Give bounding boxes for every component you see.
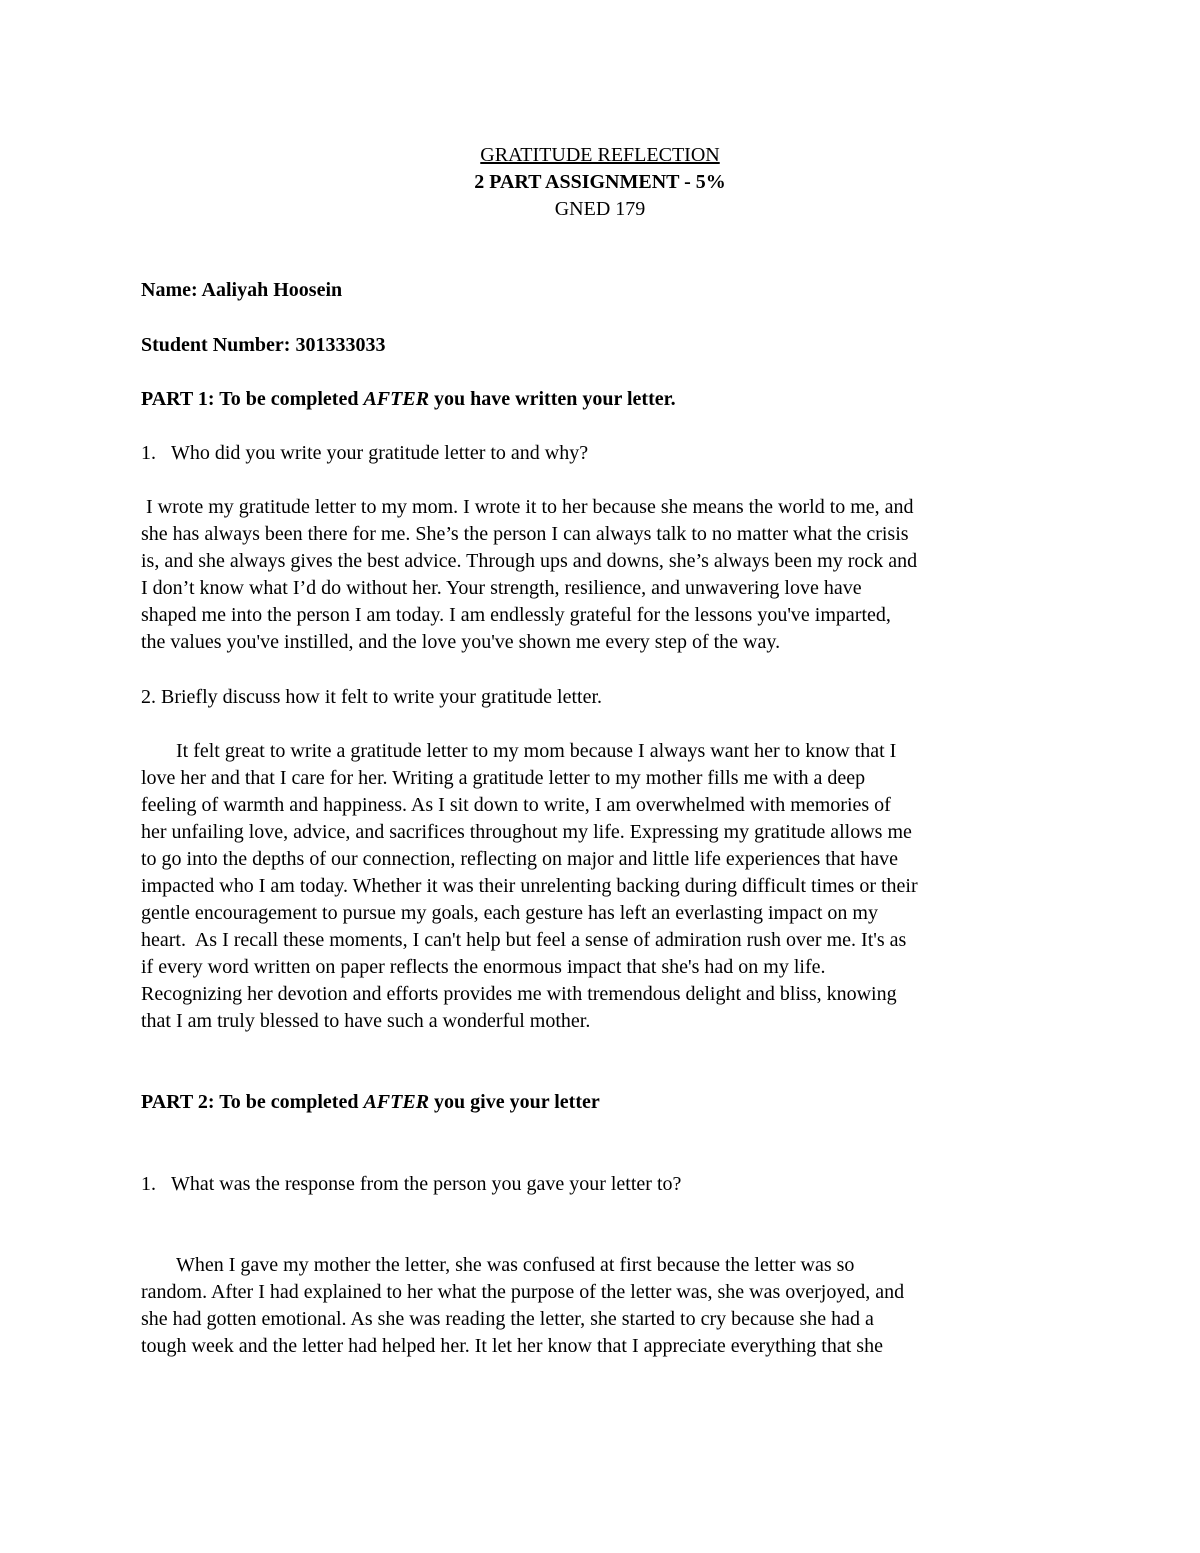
answer-line: is, and she always gives the best advice. Through ups and downs, she’s always been my rock and — [141, 550, 918, 572]
document-title: GRATITUDE REFLECTION — [480, 144, 720, 166]
assignment-subtitle: 2 PART ASSIGNMENT - 5% — [474, 171, 726, 193]
answer-line: I wrote my gratitude letter to my mom. I wrote it to her because she means the world to me, and — [141, 496, 914, 518]
answer-line: feeling of warmth and happiness. As I sit down to write, I am overwhelmed with memories of — [141, 794, 891, 816]
part2-heading-end: you give your letter — [429, 1091, 600, 1113]
part1-answer-1 — [141, 494, 1081, 656]
student-number-line — [141, 332, 385, 359]
name-value: Aaliyah Hoosein — [201, 279, 343, 301]
answer-line: the values you've instilled, and the love you've shown me every step of the way. — [141, 631, 781, 653]
part2-heading-start: PART 2: To be completed — [141, 1091, 364, 1113]
answer-line: that I am truly blessed to have such a wonderful mother. — [141, 1010, 591, 1032]
answer-line: I don’t know what I’d do without her. Your strength, resilience, and unwavering love have — [141, 577, 862, 599]
answer-line: Recognizing her devotion and efforts provides me with tremendous delight and bliss, knowing — [141, 983, 897, 1005]
answer-line: if every word written on paper reflects the enormous impact that she's had on my life. — [141, 956, 826, 978]
answer-line: love her and that I care for her. Writing a gratitude letter to my mother fills me with a deep — [141, 767, 866, 789]
part2-heading — [141, 1089, 600, 1116]
part2-question-1-text: What was the response from the person you gave your letter to? — [171, 1173, 682, 1195]
part1-question-1-text: Who did you write your gratitude letter to and why? — [171, 442, 589, 464]
part1-question-1-number: 1. — [141, 442, 156, 464]
answer-line: she had gotten emotional. As she was reading the letter, she started to cry because she had a — [141, 1308, 874, 1330]
name-label: Name: — [141, 279, 198, 301]
part2-heading-emphasis: AFTER — [363, 1091, 430, 1113]
answer-line: gentle encouragement to pursue my goals, each gesture has left an everlasting impact on my — [141, 902, 878, 924]
answer-line: to go into the depths of our connection, reflecting on major and little life experiences that have — [141, 848, 898, 870]
answer-line: she has always been there for me. She’s the person I can always talk to no matter what the crisis — [141, 523, 909, 545]
part2-question-1-number: 1. — [141, 1173, 156, 1195]
answer-line: tough week and the letter had helped her. It let her know that I appreciate everything that she — [141, 1335, 883, 1357]
answer-line: heart. As I recall these moments, I can't help but feel a sense of admiration rush over me. It's as — [141, 929, 907, 951]
title-block — [0, 142, 1200, 223]
student-number-value: 301333033 — [295, 334, 386, 356]
course-code: GNED 179 — [554, 198, 646, 220]
part1-answer-2 — [141, 738, 1081, 1035]
answer-line: shaped me into the person I am today. I am endlessly grateful for the lessons you've imparted, — [141, 604, 891, 626]
part1-question-1 — [141, 440, 588, 467]
part1-heading-end: you have written your letter. — [429, 388, 676, 410]
answer-line: impacted who I am today. Whether it was their unrelenting backing during difficult times or their — [141, 875, 918, 897]
student-number-label: Student Number: — [141, 334, 291, 356]
answer-line: When I gave my mother the letter, she was confused at first because the letter was so — [176, 1254, 855, 1276]
part2-question-1 — [141, 1171, 681, 1198]
part1-heading-start: PART 1: To be completed — [141, 388, 364, 410]
student-name-line — [141, 277, 342, 304]
part2-answer-1 — [141, 1252, 1081, 1360]
answer-line: her unfailing love, advice, and sacrifices throughout my life. Expressing my gratitude allows me — [141, 821, 912, 843]
part1-heading — [141, 386, 676, 413]
part1-question-2: 2. Briefly discuss how it felt to write your gratitude letter. — [141, 686, 603, 708]
part1-heading-emphasis: AFTER — [363, 388, 430, 410]
answer-line: random. After I had explained to her what the purpose of the letter was, she was overjoyed, and — [141, 1281, 905, 1303]
answer-line: It felt great to write a gratitude letter to my mom because I always want her to know that I — [176, 740, 897, 762]
